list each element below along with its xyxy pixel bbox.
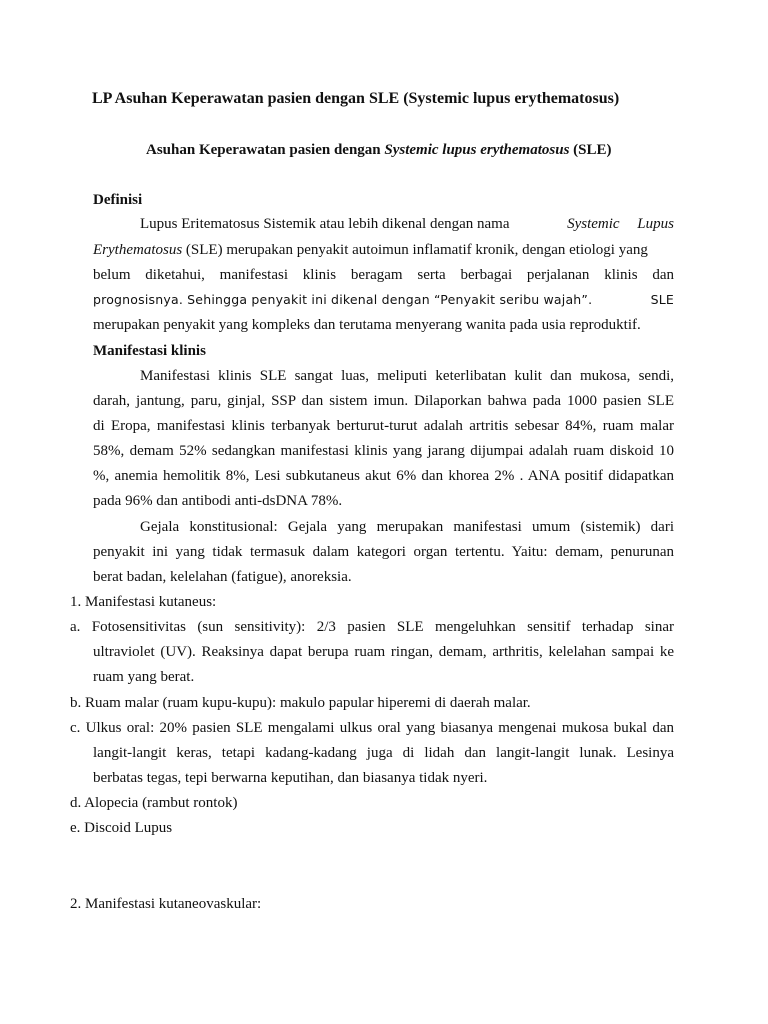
list-item-2: 2. Manifestasi kutaneovaskular:	[70, 896, 262, 912]
list-item-e: e. Discoid Lupus	[70, 820, 173, 836]
definisi-line-1a: Lupus Eritematosus Sistemik atau lebih dikenal dengan nama	[140, 216, 510, 232]
definisi-line-5: merupakan penyakit yang kompleks dan terutama menyerang wanita pada usia reproduktif.	[93, 317, 641, 333]
page-title: LP Asuhan Keperawatan pasien dengan SLE (Systemic lupus erythematosus)	[92, 90, 620, 107]
subtitle-prefix: Asuhan Keperawatan pasien dengan	[146, 142, 385, 158]
list-item-a-line: a. Fotosensitivitas (sun sensitivity): 2/3 pasien SLE mengeluhkan sensitif terhadap sinar	[70, 619, 674, 635]
list-item-a-line: ruam yang berat.	[93, 669, 195, 685]
manifestasi-heading: Manifestasi klinis	[93, 343, 206, 359]
list-item-c-line: c. Ulkus oral: 20% pasien SLE mengalami ulkus oral yang biasanya mengenai mukosa bukal dan	[70, 720, 674, 736]
definisi-line-4b: SLE	[650, 292, 674, 307]
manifestasi-p1-line: darah, jantung, paru, ginjal, SSP dan sistem imun. Dilaporkan bahwa pada 1000 pasien SLE	[93, 393, 674, 409]
list-item-d: d. Alopecia (rambut rontok)	[70, 795, 238, 811]
list-item-1: 1. Manifestasi kutaneus:	[70, 594, 217, 610]
definisi-heading: Definisi	[93, 192, 143, 208]
list-item-a-line: ultraviolet (UV). Reaksinya dapat berupa ruam ringan, demam, arthritis, kelelahan sampai ke	[93, 644, 674, 660]
manifestasi-p1-line: 58%, demam 52% sedangkan manifestasi klinis yang jarang dijumpai adalah ruam diskoid 10	[93, 443, 674, 459]
definisi-line-2b: (SLE) merupakan penyakit autoimun inflamatif kronik, dengan etiologi yang	[182, 242, 648, 258]
manifestasi-p1-line: %, anemia hemolitik 8%, Lesi subkutaneus akut 6% dan khorea 2% . ANA positif didapatkan	[93, 468, 674, 484]
definisi-line-2	[93, 241, 648, 259]
definisi-line-4a: prognosisnya. Sehingga penyakit ini dikenal dengan “Penyakit seribu wajah”.	[93, 292, 593, 307]
manifestasi-p2-line: penyakit ini yang tidak termasuk dalam kategori organ tertentu. Yaitu: demam, penurunan	[93, 544, 674, 560]
list-item-b: b. Ruam malar (ruam kupu-kupu): makulo papular hiperemi di daerah malar.	[70, 695, 531, 711]
subtitle	[146, 141, 612, 159]
manifestasi-p1-line: pada 96% dan antibodi anti-dsDNA 78%.	[93, 493, 343, 509]
manifestasi-p2-line: berat badan, kelelahan (fatigue), anoreksia.	[93, 569, 352, 585]
definisi-line-1b: Systemic Lupus	[567, 216, 674, 232]
manifestasi-p1-line: di Eropa, manifestasi klinis terbanyak berturut-turut adalah artritis sebesar 84%, ruam malar	[93, 418, 674, 434]
subtitle-suffix: (SLE)	[569, 142, 612, 158]
list-item-c-line: berbatas tegas, tepi berwarna keputihan, dan biasanya tidak nyeri.	[93, 770, 488, 786]
definisi-line-2a: Erythematosus	[93, 242, 183, 258]
definisi-line-4	[93, 291, 674, 309]
subtitle-italic: Systemic lupus erythematosus	[384, 142, 570, 158]
definisi-line-1	[140, 215, 674, 233]
definisi-line-3: belum diketahui, manifestasi klinis beragam serta berbagai perjalanan klinis dan	[93, 267, 674, 283]
manifestasi-p1-line: Manifestasi klinis SLE sangat luas, meliputi keterlibatan kulit dan mukosa, sendi,	[140, 368, 674, 384]
manifestasi-p2-line: Gejala konstitusional: Gejala yang merupakan manifestasi umum (sistemik) dari	[140, 519, 674, 535]
list-item-c-line: langit-langit keras, tetapi kadang-kadang juga di lidah dan langit-langit lunak. Lesinya	[93, 745, 674, 761]
